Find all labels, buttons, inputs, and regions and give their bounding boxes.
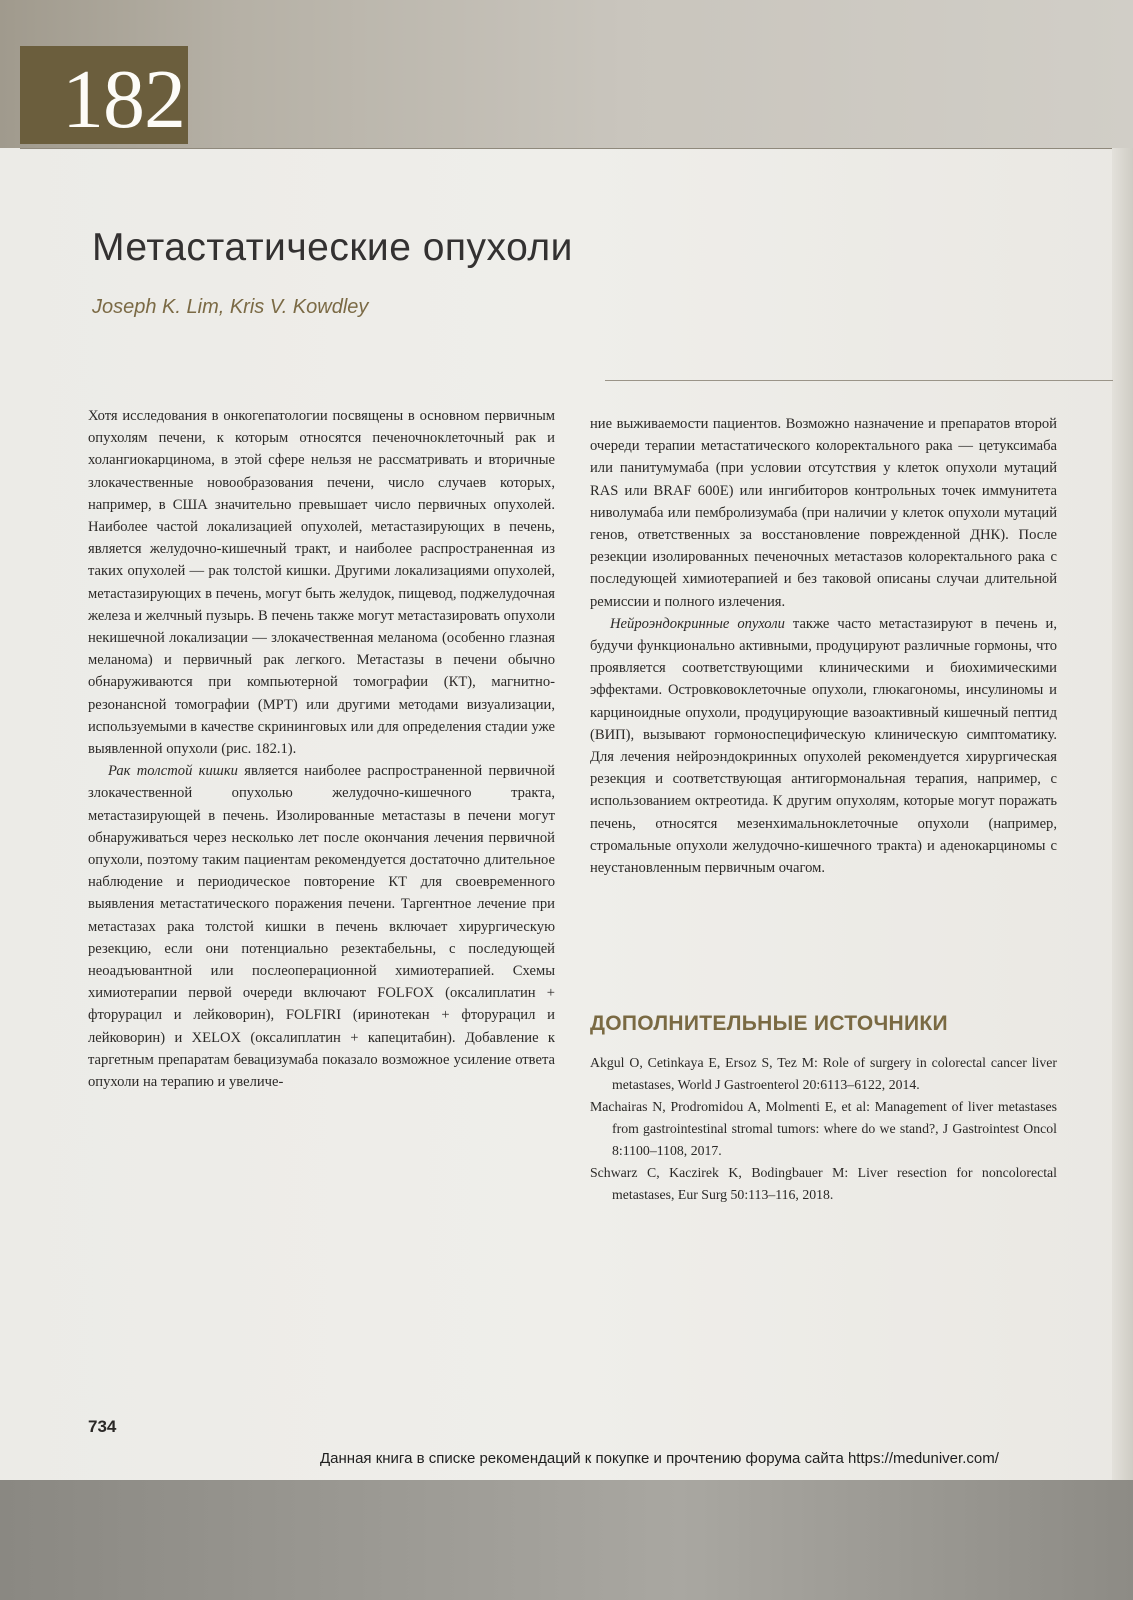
paragraph-continuation: ние выживаемости пациентов. Возможно назначение и препаратов второй очереди терапии метастатического колоректального рака — цетуксимаба или панитумумаба (при условии отсутствия у клеток опухоли мутаций RAS или BRAF 600E) или ингибиторов контрольных точек иммунитета ниволумаба или пембролизумаба (при наличии у клеток опухоли мутаций генов, ответственных за восстановление поврежденной ДНК). После резекции изолированных печеночных метастазов колоректального рака с последующей химиотерапией и без таковой описаны случаи длительной ремиссии и полного излечения. bbox=[590, 416, 1057, 610]
paragraph-text: также часто метастазируют в печень и, будучи функционально активными, продуцируют различные гормоны, что проявляется соответствующими клиническими и биохимическими эффектами. Островковоклеточные опухоли, глюкагономы, инсулиномы и карциноидные опухоли, продуцирующие вазоактивный кишечный пептид (ВИП), вызывают гормоноспецифическую клиническую симптоматику. Для лечения нейроэндокринных опухолей рекомендуется хирургическая резекция и соответствующая антигормональная терапия, например, с использованием октреотида. К другим опухолям, которые могут поражать печень, относятся мезенхимальноклеточные опухоли (например, стромальные опухоли желудочно-кишечного тракта) и аденокарциномы с неустановленным первичным очагом. bbox=[590, 615, 1057, 877]
footer-note: Данная книга в списке рекомендаций к покупке и прочтению форума сайта https://meduniver.com/ bbox=[320, 1450, 999, 1467]
paragraph-text: является наиболее распространенной первичной злокачественной опухолью желудочно-кишечного тракта, метастазирующей в печень. Изолированные метастазы в печени могут обнаруживаться через несколько лет после окончания лечения первичной опухоли, поэтому таким пациентам рекомендуется достаточно длительное наблюдение и периодическое повторение КТ для своевременного выявления метастатического поражения печени. Таргентное лечение при метастазах рака толстой кишки в печень включает хирургическую резекцию, если они потенциально резектабельны, с последующей неоадъювантной или послеоперационной химиотерапией. Схемы химиотерапии первой очереди включают FOLFOX (оксалиплатин + фторурацил и лейковорин), FOLFIRI (иринотекан + фторурацил и лейковорин) и XELOX (оксалиплатин + капецитабин). Добавление к таргетным препаратам бевацизумаба показало возможное усиление ответа опухоли на терапию и увеличе- bbox=[88, 763, 555, 1091]
paragraph-lead: Рак толстой кишки bbox=[108, 763, 238, 780]
reference-item: Machairas N, Prodromidou A, Molmenti E, et al: Management of liver metastases from gastrointestinal stromal tumors: where do we stand?, J Gastrointest Oncol 8:1100–1108, 2017. bbox=[590, 1099, 1057, 1158]
paragraph-intro: Хотя исследования в онкогепатологии посвящены в основном первичным опухолям печени, к которым относятся печеночноклеточный рак и холангиокарцинома, в этой сфере нельзя не рассматривать и вторичные злокачественные новообразования печени, число случаев которых, например, в США значительно превышает число первичных опухолей. Наиболее частой локализацией опухолей, метастазирующих в печень, является желудочно-кишечный тракт, и наиболее распространенная из таких опухолей — рак толстой кишки. Другими локализациями опухолей, метастазирующих в печень, могут быть желудок, пищевод, поджелудочная железа и желчный пузырь. В печень также могут метастазировать опухоли некишечной локализации — злокачественная меланома (особенно глазная меланома) и первичный рак легкого. Метастазы в печени обычно обнаруживаются при компьютерной томографии (КТ), магнитно-резонансной томографии (МРТ) или другими методами визуализации, используемыми в качестве скрининговых или для определения стадии уже выявленной опухоли (рис. 182.1). bbox=[88, 408, 555, 758]
page-number: 734 bbox=[88, 1417, 117, 1436]
page-edge bbox=[1112, 148, 1133, 1508]
right-column bbox=[590, 413, 1057, 879]
header-rule bbox=[20, 148, 1133, 149]
chapter-number: 182 bbox=[62, 53, 185, 146]
column-rule bbox=[605, 380, 1113, 381]
footer-band bbox=[0, 1480, 1133, 1600]
references-list bbox=[590, 1052, 1057, 1206]
reference-item: Akgul O, Cetinkaya E, Ersoz S, Tez M: Role of surgery in colorectal cancer liver metastases, World J Gastroenterol 20:6113–6122, 2014. bbox=[590, 1055, 1057, 1092]
paragraph-neuroendocrine bbox=[590, 613, 1057, 879]
paragraph-colorectal bbox=[88, 760, 555, 1093]
chapter-title: Метастатические опухоли bbox=[92, 226, 573, 269]
references-heading: ДОПОЛНИТЕЛЬНЫЕ ИСТОЧНИКИ bbox=[590, 1012, 948, 1035]
reference-item: Schwarz C, Kaczirek K, Bodingbauer M: Liver resection for noncolorectal metastases, Eur Surg 50:113–116, 2018. bbox=[590, 1165, 1057, 1202]
chapter-authors: Joseph K. Lim, Kris V. Kowdley bbox=[92, 296, 369, 318]
left-column bbox=[88, 405, 555, 1093]
paragraph-lead: Нейроэндокринные опухоли bbox=[610, 615, 785, 632]
